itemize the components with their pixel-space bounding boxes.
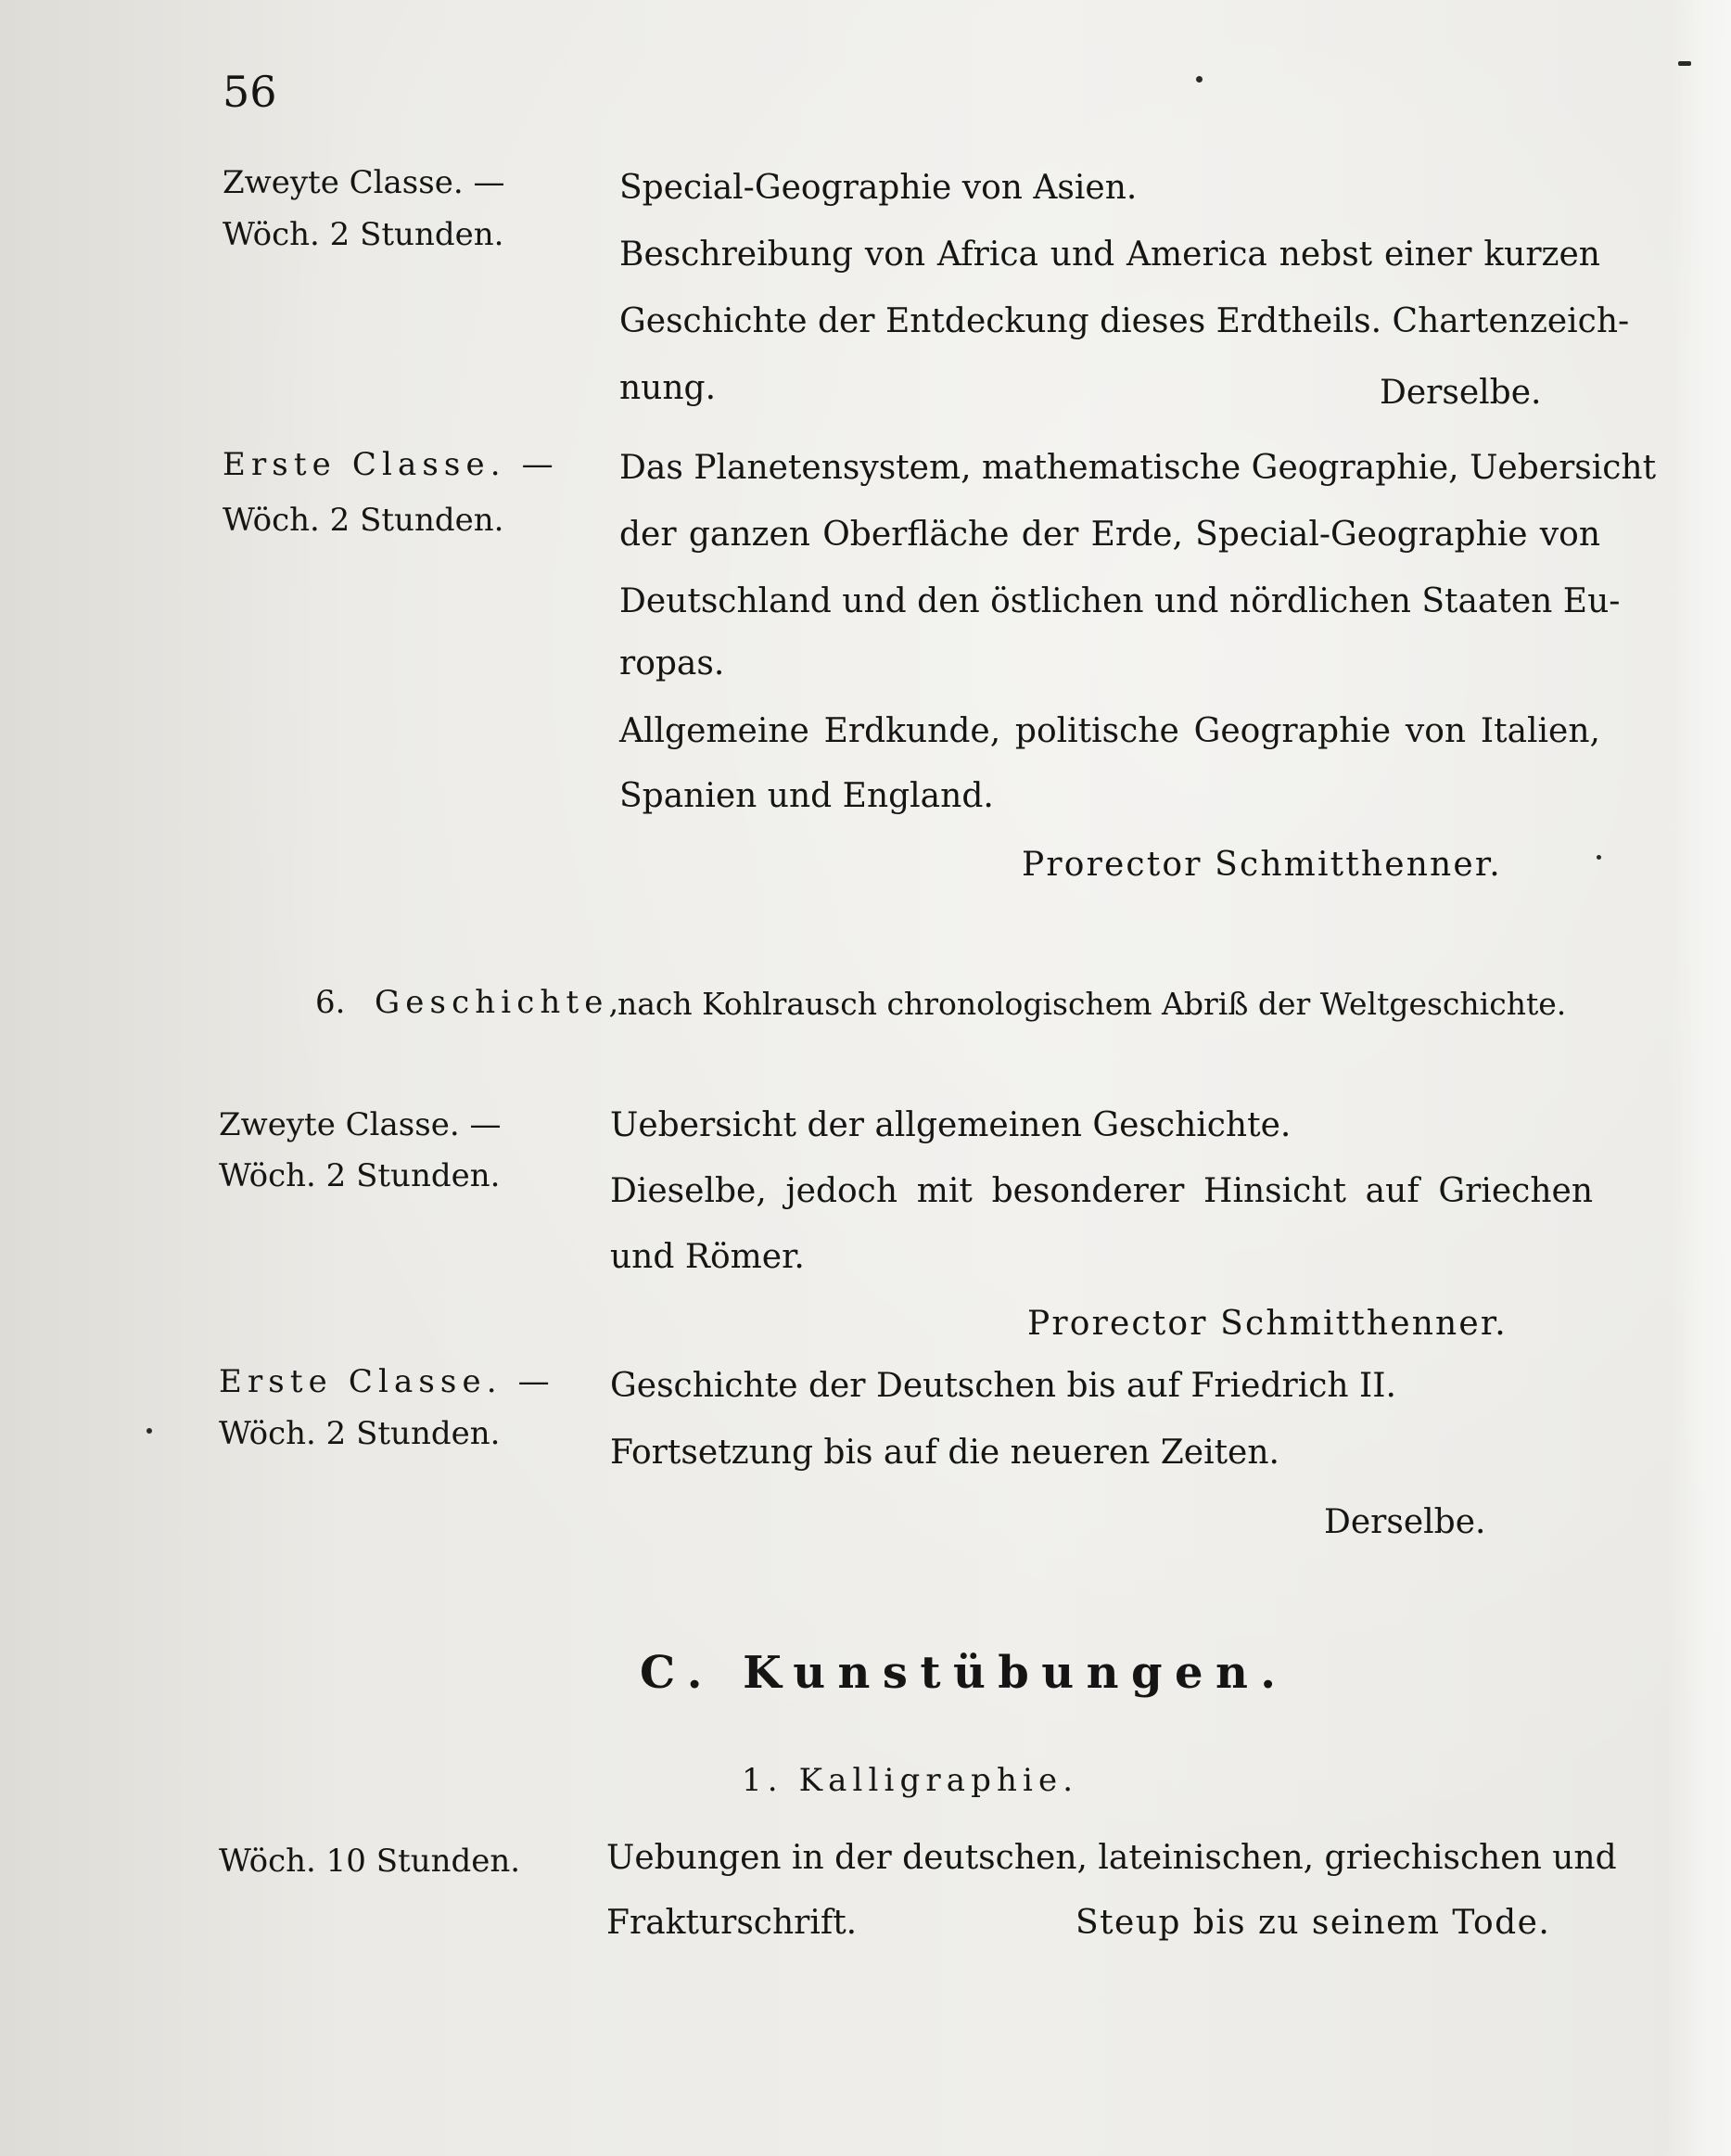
weekly-hours: Wöch. 10 Stunden. [219, 1843, 521, 1880]
weekly-hours: Wöch. 2 Stunden. [219, 1157, 501, 1194]
author-signature: Derselbe. [1324, 1503, 1486, 1541]
text-line: Deutschland und den östlichen und nördlichen Staaten Eu- [619, 582, 1621, 620]
text-line: Allgemeine Erdkunde, politische Geographie von Italien, [619, 712, 1600, 750]
paper-speck [1597, 855, 1601, 860]
page-number: 56 [223, 67, 277, 117]
author-signature: Prorector Schmitthenner. [1022, 846, 1502, 884]
section-heading-number: 6. [315, 984, 346, 1021]
text-line: nung. [619, 369, 717, 407]
author-signature: Steup bis zu seinem Tode. [1076, 1904, 1551, 1942]
class-label: Erste Classe. — [219, 1363, 555, 1400]
weekly-hours: Wöch. 2 Stunden. [223, 216, 504, 253]
text-line: Uebungen in der deutschen, lateinischen, griechischen und [606, 1839, 1617, 1877]
paper-speck [1196, 76, 1203, 83]
class-label: Zweyte Classe. — [219, 1106, 502, 1143]
weekly-hours: Wöch. 2 Stunden. [219, 1415, 501, 1452]
text-line: Spanien und England. [619, 777, 994, 815]
text-line: Dieselbe, jedoch mit besonderer Hinsicht auf Griechen [610, 1172, 1593, 1210]
page-edge-shadow [1666, 0, 1731, 2156]
text-line: der ganzen Oberfläche der Erde, Special-Geographie von [619, 516, 1600, 554]
class-label: Zweyte Classe. — [223, 164, 505, 201]
author-signature: Derselbe. [1380, 374, 1542, 412]
section-heading-subtitle: nach Kohlrausch chronologischem Abriß der Weltgeschichte. [617, 986, 1567, 1022]
text-line: Uebersicht der allgemeinen Geschichte. [610, 1106, 1292, 1144]
author-signature: Prorector Schmitthenner. [1027, 1305, 1508, 1343]
subsection-heading: 1. Kalligraphie. [742, 1762, 1079, 1799]
text-line: Special-Geographie von Asien. [619, 169, 1138, 207]
weekly-hours: Wöch. 2 Stunden. [223, 502, 504, 539]
paper-speck [1678, 61, 1691, 66]
text-line: Frakturschrift. [606, 1904, 858, 1942]
section-heading: C. Kunstübungen. [640, 1647, 1289, 1699]
text-line: Beschreibung von Africa und America nebst einer kurzen [619, 236, 1600, 274]
text-line: Das Planetensystem, mathematische Geographie, Uebersicht [619, 449, 1657, 487]
text-line: Fortsetzung bis auf die neueren Zeiten. [610, 1434, 1279, 1472]
text-line: Geschichte der Deutschen bis auf Friedrich II. [610, 1367, 1396, 1405]
text-line: und Römer. [610, 1238, 805, 1276]
paper-speck [146, 1428, 152, 1434]
text-line: ropas. [619, 644, 725, 683]
class-label: Erste Classe. — [223, 446, 559, 483]
section-heading-title: Geschichte, [375, 984, 625, 1021]
text-line: Geschichte der Entdeckung dieses Erdtheils. Chartenzeich- [619, 302, 1630, 340]
